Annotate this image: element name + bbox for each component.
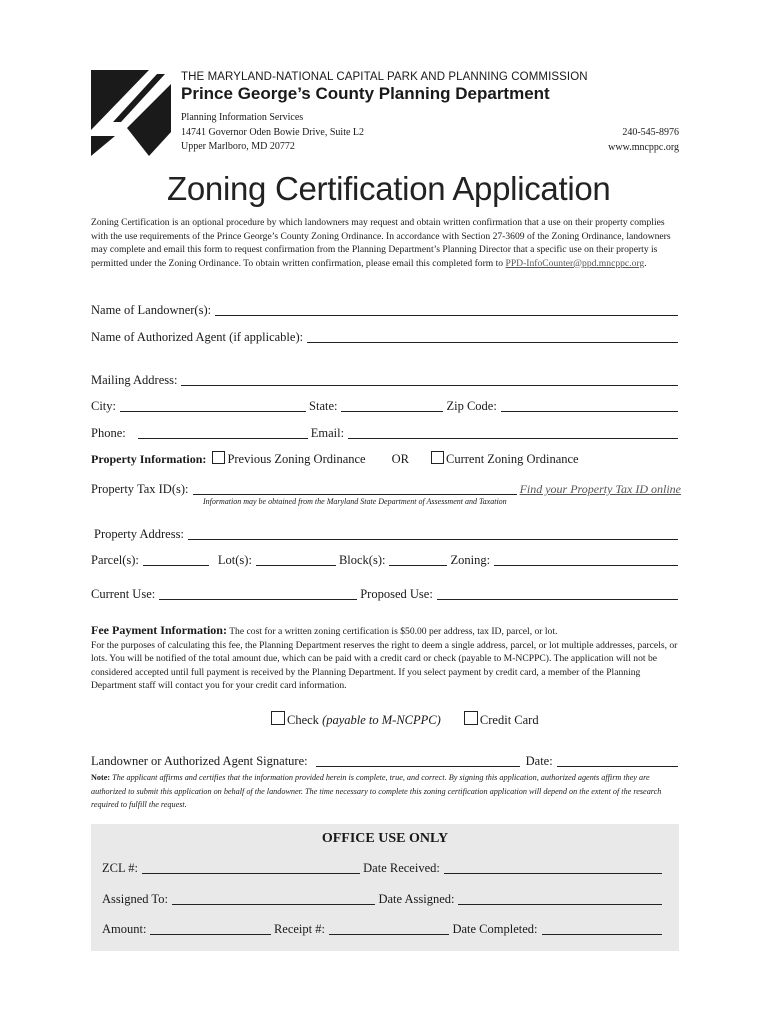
block-label: Block(s): — [338, 553, 386, 567]
parcel-row — [91, 553, 681, 568]
current-zoning-label: Current Zoning Ordinance — [445, 452, 579, 466]
zcl-field[interactable] — [142, 861, 360, 874]
credit-card-label: Credit Card — [479, 713, 539, 727]
intro-paragraph — [91, 216, 681, 270]
note-label: Note: — [91, 773, 111, 782]
current-use-label: Current Use: — [91, 587, 156, 601]
fee-body-text: For the purposes of calculating this fee, the Planning Department reserves the right to deem a single address, parcel, or lot multiple addresses, parcels, or lots. You will be notified of the total amount due, which can be paid with a credit card or check (payable to M-NCPPC). The application will not be considered accepted until full payment is received by the Planning Department. If you select payment by credit card, a member of the Planning Department staff will contact you for your credit card information. — [91, 639, 678, 691]
state-field[interactable] — [341, 399, 443, 412]
proposed-use-field[interactable] — [437, 587, 678, 600]
email-label: Email: — [310, 426, 345, 440]
intro-end: . — [644, 257, 647, 269]
address-block — [181, 111, 364, 155]
phone-field[interactable] — [138, 426, 308, 439]
landowner-row — [91, 303, 681, 318]
amount-field[interactable] — [150, 922, 270, 935]
address-line: 14741 Governor Oden Bowie Drive, Suite L2 — [181, 126, 365, 138]
note-text: The applicant affirms and certifies that the information provided herein is complete, true, and correct. By signing this application, authorized agents affirm they are authorized to submit this application on behalf of the landowner. The time necessary to complete this zoning certification application will depend on the extent of the research required to fulfill the request. — [91, 773, 662, 809]
city-field[interactable] — [120, 399, 306, 412]
assigned-to-field[interactable] — [172, 892, 376, 905]
signature-date-field[interactable] — [557, 754, 678, 767]
previous-zoning-checkbox[interactable] — [212, 451, 225, 464]
contact-block — [608, 125, 679, 155]
signature-field[interactable] — [316, 754, 520, 767]
mailing-row — [91, 373, 681, 388]
phone-label: Phone: — [91, 426, 126, 440]
landowner-label: Name of Landowner(s): — [91, 303, 212, 317]
check-checkbox[interactable] — [271, 711, 285, 725]
property-address-label: Property Address: — [94, 527, 184, 541]
office-use-title: OFFICE USE ONLY — [321, 831, 449, 846]
credit-card-option[interactable] — [464, 713, 539, 727]
signature-date-label: Date: — [525, 754, 553, 768]
date-assigned-field[interactable] — [458, 892, 662, 905]
date-completed-field[interactable] — [542, 922, 662, 935]
date-received-label: Date Received: — [363, 861, 440, 875]
fee-heading: Fee Payment Information: — [91, 623, 227, 637]
use-row — [91, 587, 681, 602]
commission-name: THE MARYLAND-NATIONAL CAPITAL PARK AND PLANNING COMMISSION — [181, 71, 588, 83]
zoning-label: Zoning: — [450, 553, 491, 567]
tax-id-lookup-link[interactable]: Find your Property Tax ID online — [519, 482, 681, 496]
fee-payment-section — [91, 624, 681, 693]
previous-zoning-label: Previous Zoning Ordinance — [227, 452, 366, 466]
current-zoning-option[interactable] — [431, 451, 579, 467]
city-row — [91, 399, 681, 414]
tax-id-note: Information may be obtained from the Maryland State Department of Assessment and Taxation — [203, 497, 507, 506]
date-assigned-label: Date Assigned: — [378, 892, 455, 906]
zcl-label: ZCL #: — [102, 861, 138, 875]
assigned-to-label: Assigned To: — [102, 892, 168, 906]
amount-label: Amount: — [102, 922, 147, 936]
city-label: City: — [91, 399, 117, 413]
address-line: Upper Marlboro, MD 20772 — [181, 141, 295, 152]
email-field[interactable] — [348, 426, 678, 439]
date-received-field[interactable] — [444, 861, 662, 874]
date-completed-label: Date Completed: — [452, 922, 538, 936]
parcel-field[interactable] — [143, 553, 209, 566]
receipt-label: Receipt #: — [273, 922, 325, 936]
website[interactable]: www.mncppc.org — [608, 142, 679, 153]
lot-field[interactable] — [256, 553, 336, 566]
office-use-box — [91, 824, 679, 951]
previous-zoning-option[interactable] — [212, 451, 365, 467]
agent-row — [91, 330, 681, 345]
property-info-row — [91, 451, 681, 467]
lot-label: Lot(s): — [217, 553, 252, 567]
zip-field[interactable] — [501, 399, 678, 412]
fee-cost-text: The cost for a written zoning certification is $50.00 per address, tax ID, parcel, or lot. — [226, 626, 558, 637]
intro-text: Zoning Certification is an optional procedure by which landowners may request and obtain written confirmation that a use on their property complies with the use requirements of the Prince George’s County Zoning Ordinance. In accordance with Section 27-3609 of the Zoning Ordinance, landowners may complete and email this form to request confirmation from the Planning Department’s Planning Director that a specific use on their property is permitted under the Zoning Ordinance. To obtain written confirmation, please email this completed form to — [91, 217, 671, 269]
mailing-field[interactable] — [181, 373, 678, 386]
email-link[interactable]: PPD-InfoCounter@ppd.mncppc.org — [505, 257, 645, 269]
current-zoning-checkbox[interactable] — [431, 451, 444, 464]
tax-id-field[interactable] — [193, 482, 517, 495]
current-use-field[interactable] — [159, 587, 357, 600]
applicant-note — [91, 771, 681, 812]
office-row-amount — [102, 922, 665, 937]
office-row-assigned — [102, 892, 665, 907]
address-line: Planning Information Services — [181, 112, 304, 123]
check-option[interactable] — [271, 713, 441, 727]
payment-options — [271, 711, 539, 728]
mailing-label: Mailing Address: — [91, 373, 178, 387]
property-info-label: Property Information: — [91, 451, 207, 466]
signature-row — [91, 754, 681, 769]
department-name: Prince George’s County Planning Department — [181, 84, 550, 103]
phone-row — [91, 426, 681, 441]
zip-label: Zip Code: — [446, 399, 497, 413]
zoning-field[interactable] — [494, 553, 678, 566]
phone-number: 240-545-8976 — [622, 127, 679, 138]
agent-field[interactable] — [307, 330, 678, 343]
agent-label: Name of Authorized Agent (if applicable): — [91, 330, 304, 344]
proposed-use-label: Proposed Use: — [360, 587, 433, 601]
mncppc-logo — [91, 70, 171, 156]
office-row-zcl — [102, 861, 665, 876]
tax-id-label: Property Tax ID(s): — [91, 482, 189, 496]
receipt-field[interactable] — [329, 922, 449, 935]
signature-label: Landowner or Authorized Agent Signature: — [91, 754, 308, 768]
check-note: (payable to M-NCPPC) — [318, 713, 441, 727]
parcel-label: Parcel(s): — [91, 553, 139, 567]
check-label: Check — [287, 713, 319, 727]
state-label: State: — [309, 399, 338, 413]
landowner-field[interactable] — [215, 303, 678, 316]
tax-id-row — [91, 482, 681, 497]
or-label: OR — [391, 451, 409, 466]
block-field[interactable] — [389, 553, 447, 566]
credit-card-checkbox[interactable] — [464, 711, 478, 725]
property-address-row — [94, 527, 681, 542]
page-title: Zoning Certification Application — [167, 170, 611, 207]
property-address-field[interactable] — [188, 527, 678, 540]
